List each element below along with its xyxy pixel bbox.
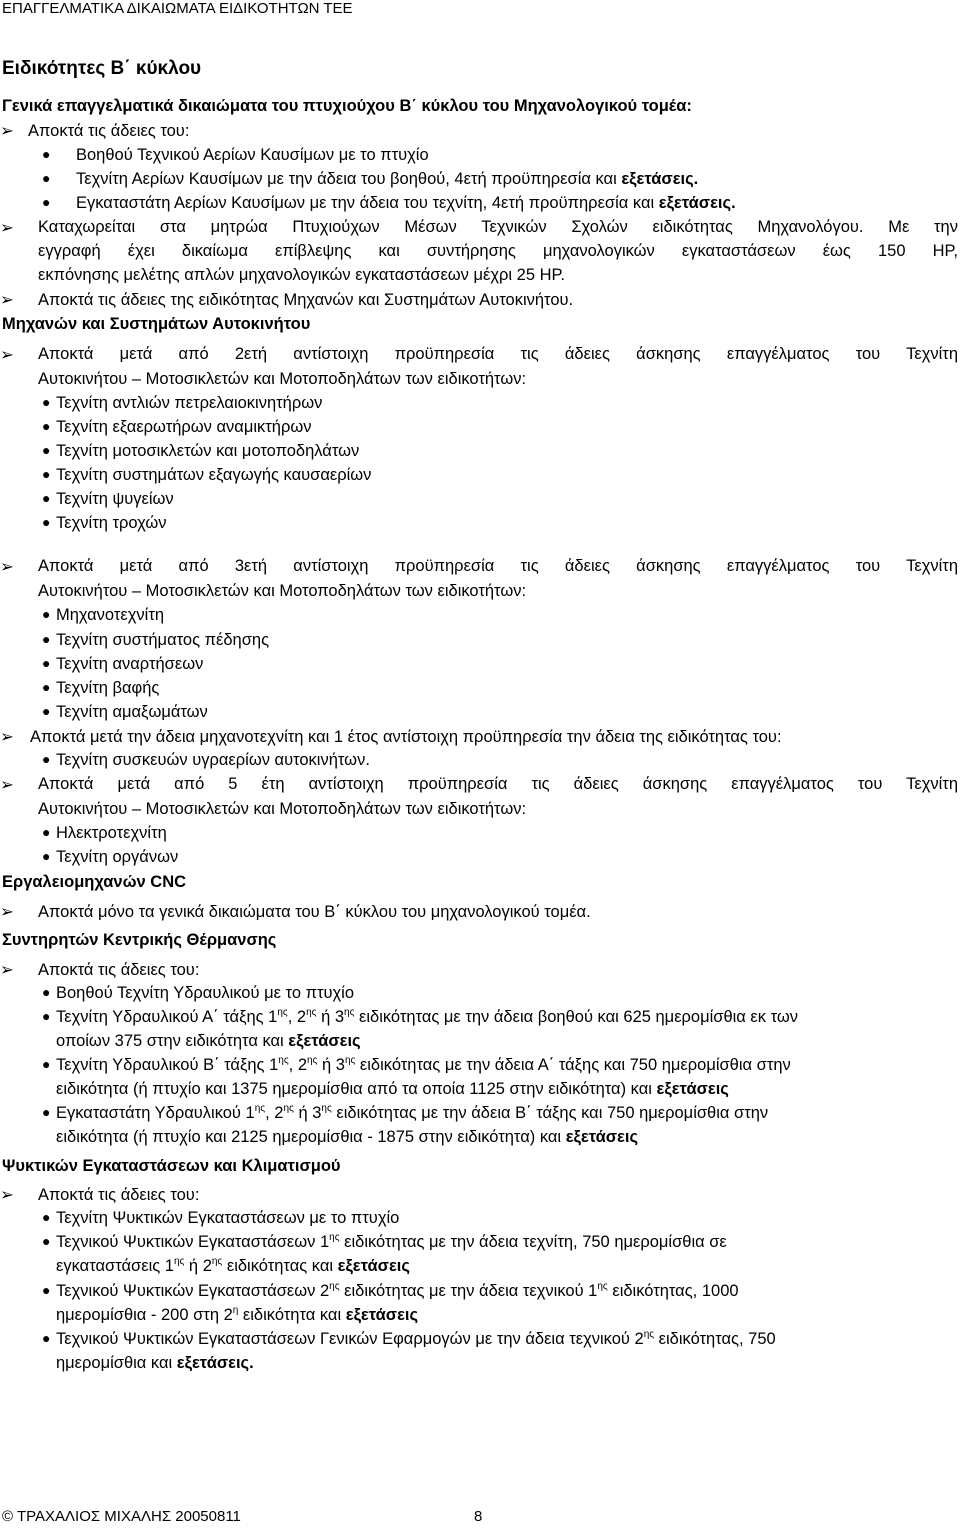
page-number: 8 bbox=[474, 1508, 483, 1525]
bullet-icon: ● bbox=[42, 1056, 51, 1072]
arrow-icon: ➢ bbox=[0, 961, 14, 979]
paragraph-line: ειδικότητα (ή πτυχίο και 2125 ημερομίσθια - 1875 στην ειδικότητα) και εξετάσεις bbox=[56, 1128, 639, 1146]
arrow-item: ➢ Αποκτά τις άδειες του: bbox=[0, 961, 200, 979]
list-item: ● Τεχνίτη αναρτήσεων bbox=[42, 655, 204, 673]
section-heading-cnc: Εργαλειομηχανών CNC bbox=[2, 873, 187, 891]
list-item: ● Τεχνίτη μοτοσικλετών και μοτοποδηλάτων bbox=[42, 442, 360, 460]
bullet-icon: ● bbox=[42, 490, 51, 506]
bullet-icon: ● bbox=[42, 146, 51, 162]
bullet-icon: ● bbox=[42, 1104, 51, 1120]
arrow-item: ➢ Αποκτά μετά από 2ετή αντίστοιχη προϋπηρεσία τις άδειες άσκησης επαγγέλματος του Τεχνίτη bbox=[0, 345, 958, 364]
paragraph-line: Αυτοκινήτου – Μοτοσικλετών και Μοτοποδηλάτων των ειδικοτήτων: bbox=[38, 582, 527, 600]
list-item: ● Τεχνίτη τροχών bbox=[42, 514, 167, 532]
bullet-icon: ● bbox=[42, 631, 51, 647]
list-item: ● Τεχνίτη αμαξωμάτων bbox=[42, 703, 208, 721]
arrow-item: ➢ Καταχωρείται στα μητρώα Πτυχιούχων Μέσων Τεχνικών Σχολών ειδικότητας Μηχανολόγου. Με την bbox=[0, 218, 958, 237]
list-item: ● Τεχνίτη Ψυκτικών Εγκαταστάσεων με το πτυχίο bbox=[42, 1209, 400, 1227]
paragraph-line: εκπόνησης μελέτης απλών μηχανολογικών εγκαταστάσεων μέχρι 25 HP. bbox=[38, 266, 565, 284]
paragraph-line: ημερομίσθια - 200 στη $2^\eta$ ειδικότητα και εξετάσεις bbox=[56, 1305, 419, 1324]
list-item: ● Εγκαταστάτη Υδραυλικού $1^{\eta\varsigma}$, $2^{\eta\varsigma}$ ή $3^{\eta\varsigma}$ ειδικότητας με την άδεια Β΄ τάξης και 750 ημερομίσθια στην bbox=[42, 1103, 769, 1122]
bullet-icon: ● bbox=[42, 466, 51, 482]
bullet-icon: ● bbox=[42, 442, 51, 458]
page-title: Ειδικότητες Β΄ κύκλου bbox=[2, 58, 202, 79]
list-item: ● Τεχνικού Ψυκτικών Εγκαταστάσεων $2^{\eta\varsigma}$ ειδικότητας με την άδεια τεχνικού $1^{\eta\varsigma}$ ειδικότητας, 1000 bbox=[42, 1281, 739, 1300]
arrow-icon: ➢ bbox=[0, 903, 14, 921]
section-heading-auto: Μηχανών και Συστημάτων Αυτοκινήτου bbox=[2, 315, 311, 333]
paragraph-line: ειδικότητα (ή πτυχίο και 1375 ημερομίσθια από τα οποία 1125 στην ειδικότητα) και εξετάσεις bbox=[56, 1080, 729, 1098]
list-item: ● Εγκαταστάτη Αερίων Καυσίμων με την άδεια του τεχνίτη, 4ετή προϋπηρεσία και εξετάσεις. bbox=[42, 194, 736, 212]
list-item: ● Ηλεκτροτεχνίτη bbox=[42, 824, 167, 842]
paragraph-line: εγγραφή έχει δικαίωμα επίβλεψης και συντήρησης μηχανολογικών εγκαταστάσεων έως 150 HP, bbox=[38, 242, 958, 260]
section-heading-general: Γενικά επαγγελματικά δικαιώματα του πτυχιούχου Β΄ κύκλου του Μηχανολογικού τομέα: bbox=[2, 97, 692, 115]
arrow-icon: ➢ bbox=[0, 728, 14, 746]
paragraph-line: Αυτοκινήτου – Μοτοσικλετών και Μοτοποδηλάτων των ειδικοτήτων: bbox=[38, 370, 527, 388]
arrow-icon: ➢ bbox=[0, 1186, 14, 1204]
bullet-icon: ● bbox=[42, 848, 51, 864]
bullet-icon: ● bbox=[42, 194, 51, 210]
list-item: ● Τεχνίτη οργάνων bbox=[42, 848, 179, 866]
bullet-icon: ● bbox=[42, 394, 51, 410]
bullet-icon: ● bbox=[42, 1282, 51, 1298]
paragraph-line: εγκαταστάσεις $1^{\eta\varsigma}$ ή $2^{\eta\varsigma}$ ειδικότητας και εξετάσεις bbox=[56, 1256, 410, 1275]
bullet-icon: ● bbox=[42, 1008, 51, 1024]
bullet-icon: ● bbox=[42, 1233, 51, 1249]
bullet-icon: ● bbox=[42, 170, 51, 186]
arrow-icon: ➢ bbox=[0, 291, 14, 309]
page-header: ΕΠΑΓΓΕΛΜΑΤΙΚΑ ΔΙΚΑΙΩΜΑΤΑ ΕΙΔΙΚΟΤΗΤΩΝ ΤΕΕ bbox=[2, 0, 353, 17]
arrow-item: ➢ Αποκτά τις άδειες του: bbox=[0, 1186, 200, 1204]
section-heading-heating: Συντηρητών Κεντρικής Θέρμανσης bbox=[2, 931, 277, 949]
list-item: ● Τεχνικού Ψυκτικών Εγκαταστάσεων Γενικών Εφαρμογών με την άδεια τεχνικού $2^{\eta\varsigma}$ ειδικότητας, 750 bbox=[42, 1329, 776, 1348]
arrow-icon: ➢ bbox=[0, 122, 14, 140]
list-item: ● Βοηθού Τεχνίτη Υδραυλικού με το πτυχίο bbox=[42, 984, 355, 1002]
arrow-item: ➢ Αποκτά μετά από 3ετή αντίστοιχη προϋπηρεσία τις άδειες άσκησης επαγγέλματος του Τεχνίτη bbox=[0, 557, 958, 576]
list-item: ● Τεχνίτη συσκευών υγραερίων αυτοκινήτων. bbox=[42, 751, 370, 769]
list-item: ● Τεχνίτη Υδραυλικού Β΄ τάξης $1^{\eta\varsigma}$, $2^{\eta\varsigma}$ ή $3^{\eta\varsigma}$ ειδικότητας με την άδεια Α΄ τάξης και 750 ημερομίσθια στην bbox=[42, 1055, 791, 1074]
bullet-icon: ● bbox=[42, 1330, 51, 1346]
arrow-icon: ➢ bbox=[0, 346, 14, 364]
bullet-icon: ● bbox=[42, 984, 51, 1000]
arrow-item: ➢ Αποκτά μόνο τα γενικά δικαιώματα του Β΄ κύκλου του μηχανολογικού τομέα. bbox=[0, 903, 591, 921]
arrow-item: ➢ Αποκτά τις άδειες του: bbox=[0, 122, 190, 140]
bullet-icon: ● bbox=[42, 514, 51, 530]
list-item: ● Τεχνίτη συστήματος πέδησης bbox=[42, 631, 270, 649]
list-item: ● Βοηθού Τεχνικού Αερίων Καυσίμων με το πτυχίο bbox=[42, 146, 429, 164]
arrow-icon: ➢ bbox=[0, 219, 14, 237]
section-heading-cooling: Ψυκτικών Εγκαταστάσεων και Κλιματισμού bbox=[2, 1157, 341, 1175]
bullet-icon: ● bbox=[42, 703, 51, 719]
bullet-icon: ● bbox=[42, 606, 51, 622]
list-item: ● Τεχνίτη συστημάτων εξαγωγής καυσαερίων bbox=[42, 466, 372, 484]
bullet-icon: ● bbox=[42, 679, 51, 695]
list-item: ● Τεχνίτη αντλιών πετρελαιοκινητήρων bbox=[42, 394, 323, 412]
list-item: ● Μηχανοτεχνίτη bbox=[42, 606, 165, 624]
paragraph-line: οποίων 375 στην ειδικότητα και εξετάσεις bbox=[56, 1032, 361, 1050]
paragraph-line: ημερομίσθια και εξετάσεις. bbox=[56, 1354, 254, 1372]
list-item: ● Τεχνίτη ψυγείων bbox=[42, 490, 174, 508]
list-item: ● Τεχνίτη Υδραυλικού Α΄ τάξης $1^{\eta\varsigma}$, $2^{\eta\varsigma}$ ή $3^{\eta\varsigma}$ ειδικότητας με την άδεια βοηθού και 625 ημερομίσθια εκ των bbox=[42, 1007, 799, 1026]
bullet-icon: ● bbox=[42, 1209, 51, 1225]
bullet-icon: ● bbox=[42, 418, 51, 434]
list-item: ● Τεχνικού Ψυκτικών Εγκαταστάσεων $1^{\eta\varsigma}$ ειδικότητας με την άδεια τεχνίτη, 750 ημερομίσθια σε bbox=[42, 1232, 727, 1251]
footer-author: © ΤΡΑΧΑΛΙΟΣ ΜΙΧΑΛΗΣ 20050811 bbox=[2, 1508, 241, 1525]
arrow-item: ➢ Αποκτά μετά από 5 έτη αντίστοιχη προϋπηρεσία τις άδειες άσκησης επαγγέλματος του Τεχνίτη bbox=[0, 775, 958, 794]
list-item: ● Τεχνίτη Αερίων Καυσίμων με την άδεια του βοηθού, 4ετή προϋπηρεσία και εξετάσεις. bbox=[42, 170, 699, 188]
list-item: ● Τεχνίτη εξαερωτήρων αναμικτήρων bbox=[42, 418, 312, 436]
arrow-item: ➢ Αποκτά τις άδειες της ειδικότητας Μηχανών και Συστημάτων Αυτοκινήτου. bbox=[0, 291, 574, 309]
paragraph-line: Αυτοκινήτου – Μοτοσικλετών και Μοτοποδηλάτων των ειδικοτήτων: bbox=[38, 800, 527, 818]
bullet-icon: ● bbox=[42, 824, 51, 840]
bullet-icon: ● bbox=[42, 751, 51, 767]
arrow-item: ➢ Αποκτά μετά την άδεια μηχανοτεχνίτη και 1 έτος αντίστοιχη προϋπηρεσία την άδεια της ειδικότητας του: bbox=[0, 728, 782, 746]
list-item: ● Τεχνίτη βαφής bbox=[42, 679, 160, 697]
arrow-icon: ➢ bbox=[0, 558, 14, 576]
bullet-icon: ● bbox=[42, 655, 51, 671]
arrow-icon: ➢ bbox=[0, 776, 14, 794]
